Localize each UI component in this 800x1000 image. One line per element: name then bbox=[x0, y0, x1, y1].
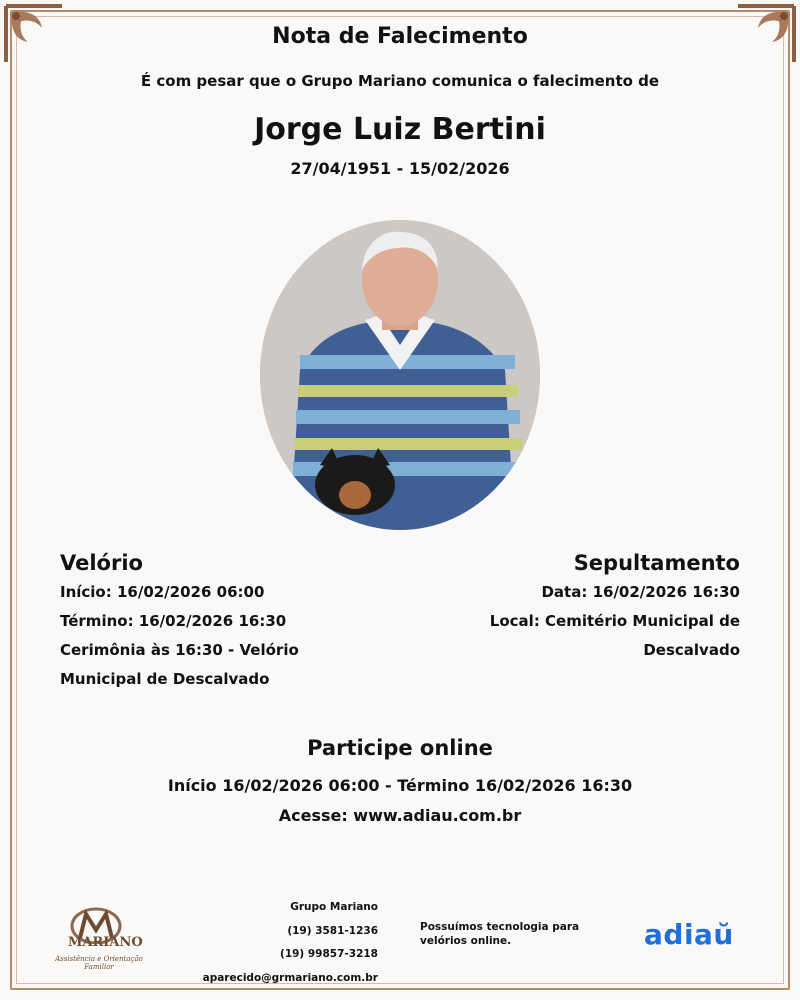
velorio-start: Início: 16/02/2026 06:00 bbox=[60, 583, 265, 601]
sepultamento-heading: Sepultamento bbox=[573, 551, 740, 575]
sepultamento-section bbox=[410, 548, 740, 665]
company-name: Grupo Mariano bbox=[290, 901, 378, 913]
phone-2: (19) 99857-3218 bbox=[280, 948, 378, 960]
online-access-link[interactable]: Acesse: www.adiau.com.br bbox=[278, 806, 522, 825]
mariano-logo-subtitle: Assistência e Orientação Familiar bbox=[55, 955, 143, 971]
mariano-logo bbox=[44, 904, 154, 974]
tech-note bbox=[420, 920, 610, 948]
contact-email[interactable]: aparecido@grmariano.com.br bbox=[202, 971, 378, 984]
mariano-logo-text: MARIANO bbox=[68, 935, 143, 950]
velorio-heading: Velório bbox=[60, 551, 143, 575]
deceased-name: Jorge Luiz Bertini bbox=[254, 112, 546, 147]
life-dates: 27/04/1951 - 15/02/2026 bbox=[290, 159, 510, 178]
tech-note-line2: velórios online. bbox=[420, 935, 512, 947]
sepultamento-date: Data: 16/02/2026 16:30 bbox=[541, 583, 740, 601]
online-period: Início 16/02/2026 06:00 - Término 16/02/2026 16:30 bbox=[167, 776, 633, 795]
sepultamento-location-line1: Local: Cemitério Municipal de bbox=[489, 612, 740, 630]
phone-1: (19) 3581-1236 bbox=[287, 924, 378, 937]
intro-text: É com pesar que o Grupo Mariano comunica o falecimento de bbox=[140, 72, 660, 90]
contact-block bbox=[180, 896, 378, 990]
velorio-end: Término: 16/02/2026 16:30 bbox=[60, 612, 287, 630]
velorio-section bbox=[60, 548, 360, 694]
deceased-photo bbox=[260, 220, 540, 530]
tech-note-line1: Possuímos tecnologia para bbox=[420, 921, 580, 933]
online-heading: Participe online bbox=[307, 736, 493, 760]
velorio-ceremony-line1: Cerimônia às 16:30 - Velório bbox=[60, 641, 299, 659]
page-title: Nota de Falecimento bbox=[272, 24, 528, 49]
velorio-ceremony-line2: Municipal de Descalvado bbox=[60, 670, 270, 688]
sepultamento-location-line2: Descalvado bbox=[643, 641, 740, 659]
adiau-logo: adiaŭ bbox=[644, 918, 734, 951]
